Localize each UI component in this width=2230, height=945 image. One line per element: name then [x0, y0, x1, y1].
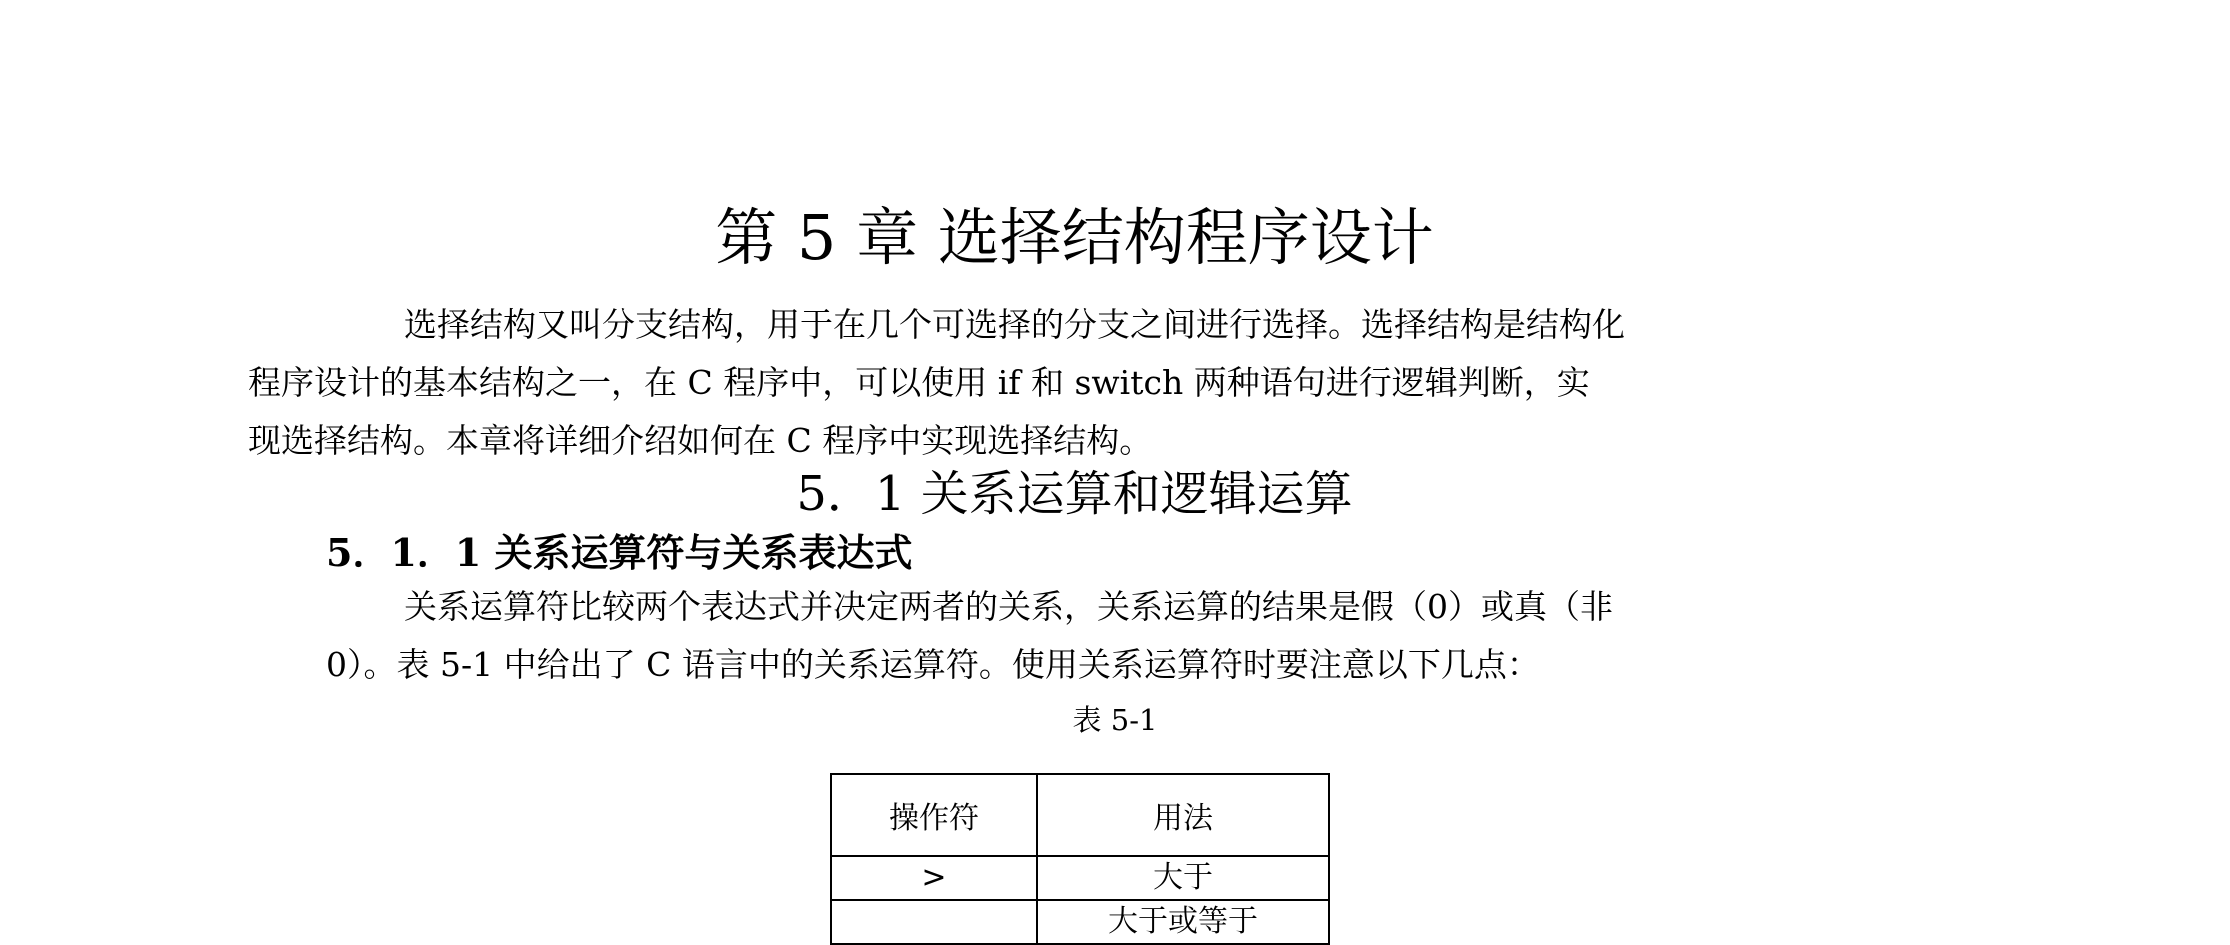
table-caption: 表 5-1	[1072, 703, 1158, 737]
body-line: 0）。表 5-1 中给出了 C 语言中的关系运算符。使用关系运算符时要注意以下几点：	[326, 645, 1540, 684]
table-header-row	[831, 774, 1329, 856]
intro-line: 程序设计的基本结构之一，在 C 程序中，可以使用 if 和 switch 两种语句进行逻辑判断，实	[248, 363, 1590, 402]
table-row	[831, 900, 1329, 944]
table-cell: 大于或等于	[1037, 900, 1329, 944]
section-title: 5．1 关系运算和逻辑运算	[796, 466, 1353, 522]
intro-line: 选择结构又叫分支结构，用于在几个可选择的分支之间进行选择。选择结构是结构化	[404, 305, 1625, 344]
table-cell: 大于	[1037, 856, 1329, 900]
table-row	[831, 856, 1329, 900]
table-header-cell: 操作符	[831, 774, 1037, 856]
table-cell	[831, 900, 1037, 944]
chapter-title: 第 5 章 选择结构程序设计	[715, 201, 1434, 274]
table-header-cell: 用法	[1037, 774, 1329, 856]
body-paragraph	[326, 578, 1826, 694]
operators-table	[830, 773, 1330, 945]
intro-line: 现选择结构。本章将详细介绍如何在 C 程序中实现选择结构。	[248, 421, 1153, 460]
subsection-title: 5．1．1 关系运算符与关系表达式	[326, 530, 913, 575]
body-line: 关系运算符比较两个表达式并决定两者的关系，关系运算的结果是假（0）或真（非	[404, 587, 1613, 626]
intro-paragraph	[248, 296, 1826, 470]
table-cell: >	[831, 856, 1037, 900]
